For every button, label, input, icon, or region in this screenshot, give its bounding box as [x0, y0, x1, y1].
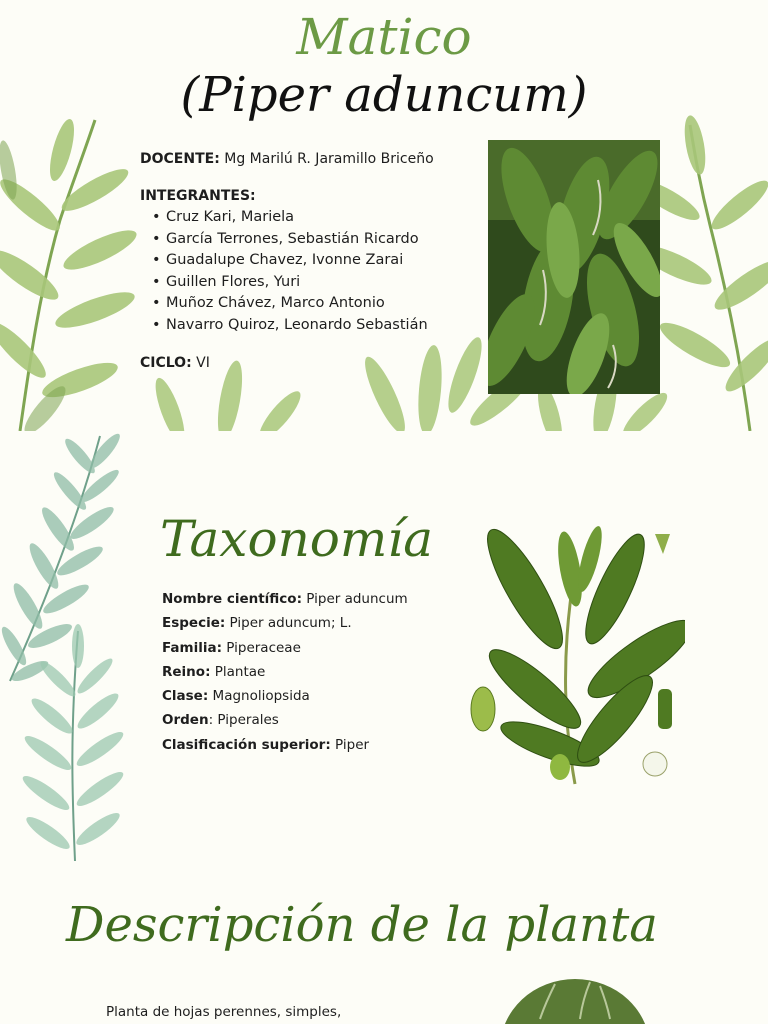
left-branch-decoration [0, 110, 140, 431]
botanical-illustration [465, 509, 685, 789]
taxonomy-list [162, 587, 408, 757]
cover-slide [0, 0, 768, 431]
cover-title: Matico [296, 8, 472, 66]
ciclo-line [140, 353, 210, 375]
plant-photo-partial [500, 974, 650, 1024]
taxonomy-row: Orden: Piperales [162, 712, 279, 729]
members-list [140, 207, 480, 336]
taxonomy-slide [0, 431, 768, 862]
member-item: • García Terrones, Sebastián Ricardo [140, 229, 480, 251]
member-item: • Cruz Kari, Mariela [140, 207, 480, 229]
integrantes-label: INTEGRANTES: [140, 188, 256, 204]
taxonomy-row: Reino: Plantae [162, 663, 266, 680]
description-slide [0, 862, 768, 1024]
docente-label: DOCENTE: [140, 151, 220, 167]
member-item: • Guadalupe Chavez, Ivonne Zarai [140, 250, 480, 272]
taxonomy-row: Clase: Magnoliopsida [162, 688, 310, 705]
matico-plant-photo [488, 140, 660, 394]
docente-value: Mg Marilú R. Jaramillo Briceño [219, 151, 434, 167]
description-heading: Descripción de la planta [66, 897, 658, 953]
taxonomy-row: Especie: Piper aduncum; L. [162, 615, 352, 632]
taxonomy-row: Familia: Piperaceae [162, 639, 301, 656]
fern-decoration [0, 431, 140, 862]
cover-subtitle: (Piper aduncum) [180, 67, 588, 123]
taxonomy-row: Nombre científico: Piper aduncum [162, 591, 408, 607]
taxonomy-row: Clasificación superior: Piper [162, 736, 370, 753]
member-item: • Muñoz Chávez, Marco Antonio [140, 293, 480, 315]
ciclo-label: CICLO: [140, 355, 192, 371]
ciclo-value: VI [191, 355, 210, 371]
docente-line [140, 149, 485, 171]
member-item: • Navarro Quiroz, Leonardo Sebastián [140, 315, 480, 337]
taxonomy-heading: Taxonomía [160, 510, 434, 568]
member-item: • Guillen Flores, Yuri [140, 272, 480, 294]
description-text: Planta de hojas perennes, simples, [106, 1004, 342, 1020]
